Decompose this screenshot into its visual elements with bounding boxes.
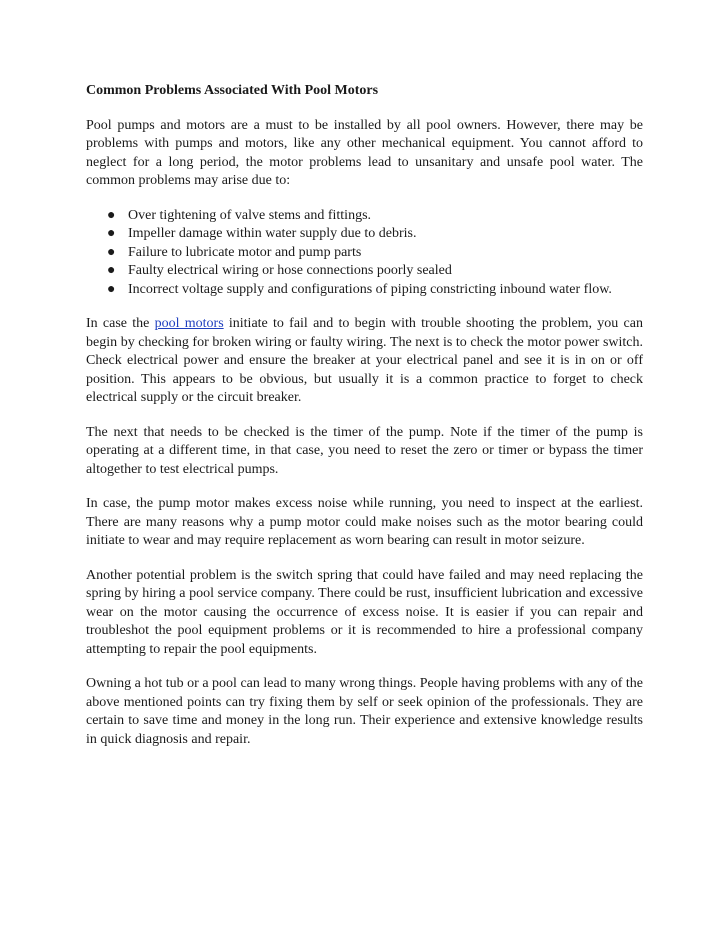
list-item-text: Impeller damage within water supply due to debris.: [128, 226, 417, 241]
bullet-icon: ●: [107, 263, 116, 278]
list-item-text: Failure to lubricate motor and pump parts: [128, 244, 362, 260]
paragraph-text-before-link: In case the: [86, 316, 155, 331]
pool-motors-link[interactable]: pool motors: [154, 316, 224, 331]
conclusion-paragraph: Owning a hot tub or a pool can lead to many wrong things. People having problems with any of the above mentioned points can try fixing them by self or seek opinion of the professionals. They are certain to save time and money in the long run. Their experience and extensive knowledge results in quick diagnosis and repair.: [86, 676, 643, 747]
bullet-icon: ●: [107, 244, 116, 260]
list-item: [86, 225, 643, 244]
noise-paragraph: In case, the pump motor makes excess noise while running, you need to inspect at the earliest. There are many reasons why a pump motor could make noises such as the motor bearing could initiate to wear and may require replacement as worn bearing can result in motor seizure.: [86, 496, 643, 548]
bullet-icon: ●: [107, 226, 116, 241]
list-item: [86, 244, 643, 263]
list-item-text: Incorrect voltage supply and configurations of piping constricting inbound water flow.: [128, 281, 612, 297]
list-item-text: Over tightening of valve stems and fittings.: [128, 207, 372, 223]
bullet-icon: ●: [107, 207, 116, 223]
switch-spring-paragraph: Another potential problem is the switch spring that could have failed and may need replacing the spring by hiring a pool service company. There could be rust, insufficient lubrication and excessive wear on the motor causing the occurrence of excess noise. It is easier if you can repair and troubleshot the pool equipment problems or it is recommended to hire a professional company attempting to repair the pool equipments.: [86, 567, 643, 657]
document-title: Common Problems Associated With Pool Motors: [86, 83, 379, 98]
document-page: [86, 82, 643, 765]
list-item: [86, 262, 643, 281]
bullet-icon: ●: [107, 281, 116, 297]
intro-paragraph: Pool pumps and motors are a must to be installed by all pool owners. However, there may be problems with pumps and motors, like any other mechanical equipment. You cannot afford to neglect for a long period, the motor problems lead to unsanitary and unsafe pool water. The common problems may arise due to:: [86, 117, 643, 188]
list-item-text: Faulty electrical wiring or hose connections poorly sealed: [128, 263, 452, 278]
timer-paragraph: The next that needs to be checked is the timer of the pump. Note if the timer of the pump is operating at a different time, in that case, you need to reset the zero or timer or bypass the timer altogether to test electrical pumps.: [86, 424, 643, 477]
paragraph-text-after-link: initiate to fail and to begin with trouble shooting the problem, you can begin by checking for broken wiring or faulty wiring. The next is to check the motor power switch. Check electrical power and ensure the breaker at your electrical panel and see it is in on or off position. This appears to be obvious, but usually it is a common practice to forget to check electrical supply or the circuit breaker.: [86, 316, 643, 405]
problems-list: [86, 207, 643, 300]
list-item: [86, 207, 643, 226]
troubleshooting-paragraph: [86, 315, 643, 408]
list-item: [86, 281, 643, 300]
